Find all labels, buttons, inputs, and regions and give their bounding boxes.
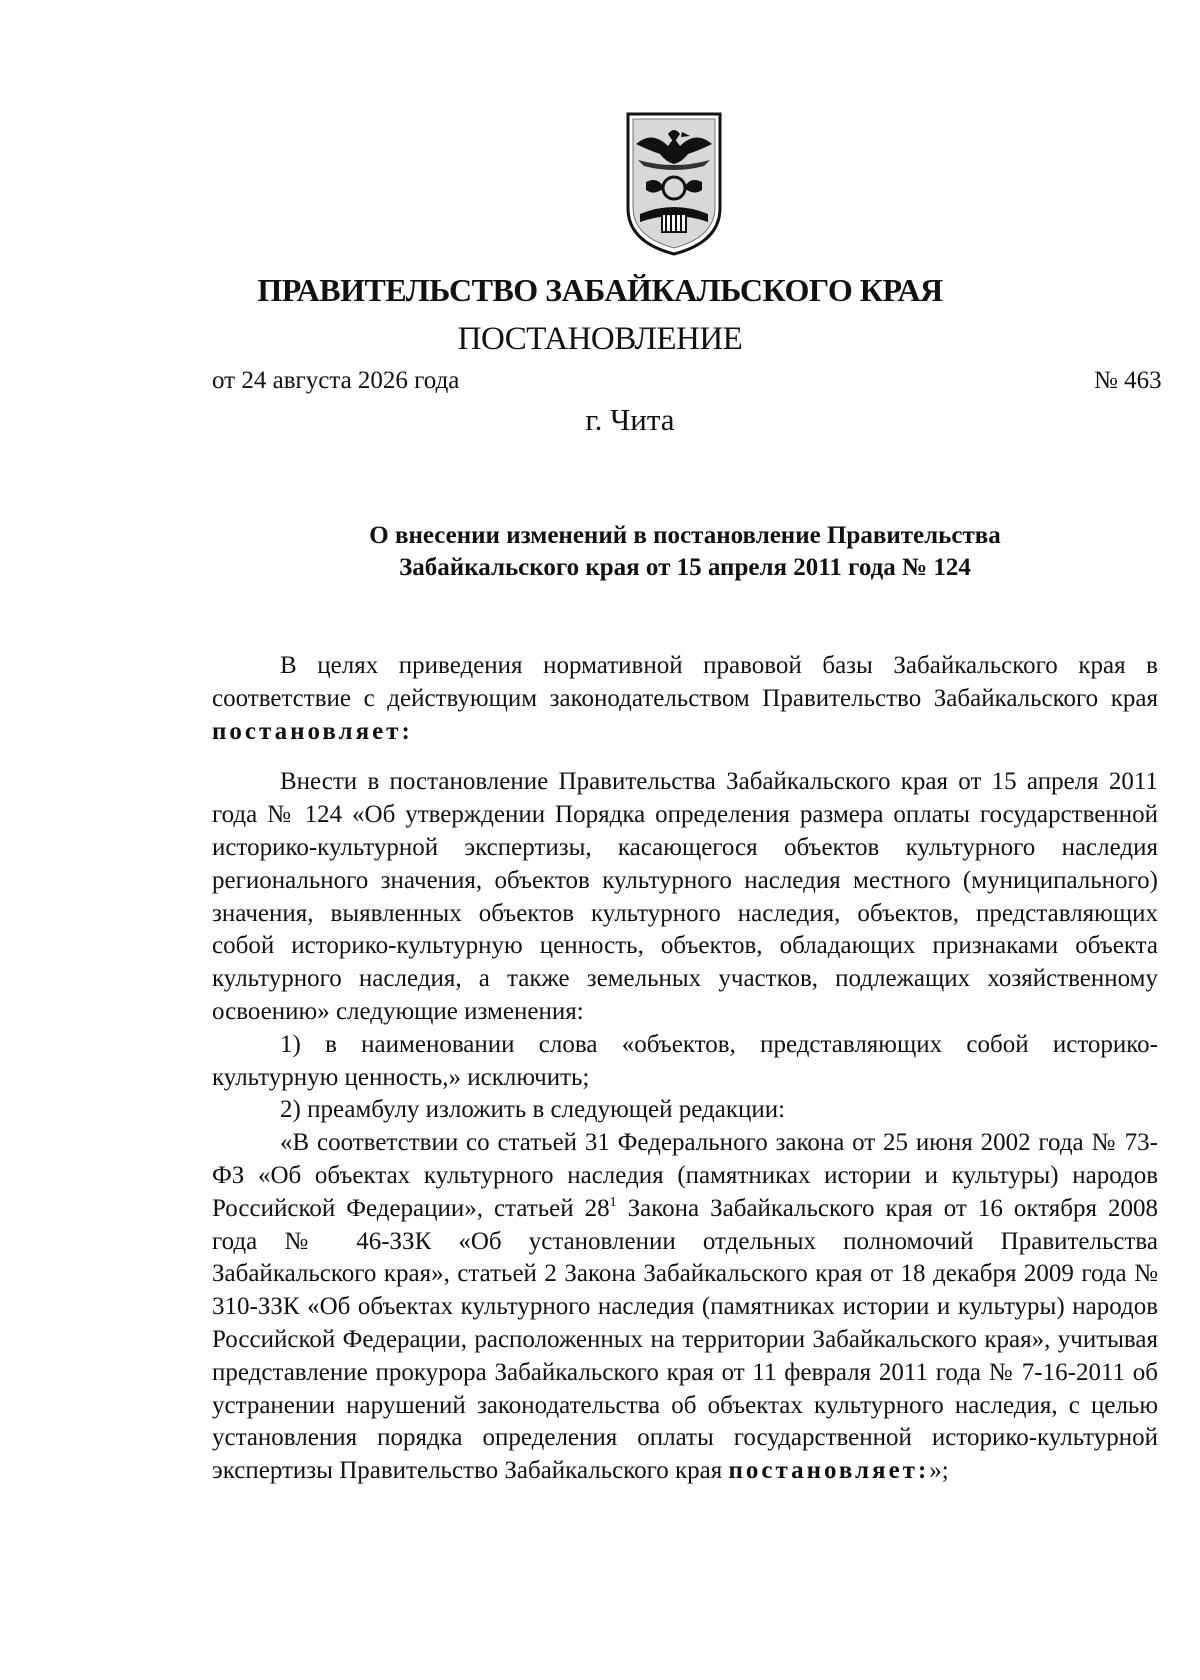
decree-word-quoted: постановляет:: [728, 1457, 930, 1485]
change-item-1: 1) в наименовании слова «объектов, представляющих собой историко-культурную ценность,» исключить;: [212, 1030, 1158, 1091]
preamble-text: В целях приведения нормативной правовой базы Забайкальского края в соответствие с действующим законодательством Правительство Забайкальского края: [212, 652, 1158, 712]
decree-word: постановляет:: [212, 717, 413, 745]
new-preamble-text-1: «В соответствии со статьей 31 Федерального закона от 25 июня 2002 года № 73-ФЗ «Об объектах культурного наследия (памятниках истории и культуры) народов Российской Федерации», статьей 28: [212, 1129, 1158, 1222]
preamble-paragraph: [212, 650, 1158, 748]
document-number: № 463: [1094, 367, 1162, 394]
document-subject: [212, 520, 1158, 584]
new-preamble-paragraph: [212, 1127, 1158, 1488]
document-type: ПОСТАНОВЛЕНИЕ: [457, 321, 743, 357]
amendment-paragraph: Внести в постановление Правительства Забайкальского края от 15 апреля 2011 года № 124 «Об утверждении Порядка определения размера оплаты государственной историко-культурной экспертизы, касающегося объектов культурного наследия регионального значения, объектов культурного наследия местного (муниципального) значения, выявленных объектов культурного наследия, объектов, представляющих собой историко-культурную ценность, объектов, обладающих признаками объекта культурного наследия, а также земельных участков, подлежащих хозяйственному освоению» следующие изменения:: [212, 768, 1158, 1025]
new-preamble-text-2: Закона Забайкальского края от 16 октября 2008 года № 46-ЗЗК «Об установлении отдельных полномочий Правительства Забайкальского края», статьей 2 Закона Забайкальского края от 18 декабря 2009 года № 310-ЗЗК «Об объектах культурного наследия (памятниках истории и культуры) народов Российской Федерации, расположенных на территории Забайкальского края», учитывая представление прокурора Забайкальского края от 11 февраля 2011 года № 7-16-2011 об устранении нарушений законодательства об объектах культурного наследия, с целью установления порядка определения оплаты государственной историко-культурной экспертизы Правительство Забайкальского края: [212, 1194, 1158, 1485]
document-date: от 24 августа 2026 года: [212, 367, 460, 394]
subject-line-2: Забайкальского края от 15 апреля 2011 года № 124: [399, 554, 971, 581]
document-body: [212, 650, 1158, 1488]
document-city: г. Чита: [585, 402, 675, 437]
coat-of-arms-emblem: [624, 110, 724, 258]
change-item-2: 2) преамбулу изложить в следующей редакции:: [280, 1096, 786, 1124]
quote-closing: »;: [929, 1457, 949, 1485]
government-title: ПРАВИТЕЛЬСТВО ЗАБАЙКАЛЬСКОГО КРАЯ: [257, 272, 943, 308]
article-superscript: 1: [609, 1194, 617, 1210]
subject-line-1: О внесении изменений в постановление Правительства: [369, 522, 1001, 549]
